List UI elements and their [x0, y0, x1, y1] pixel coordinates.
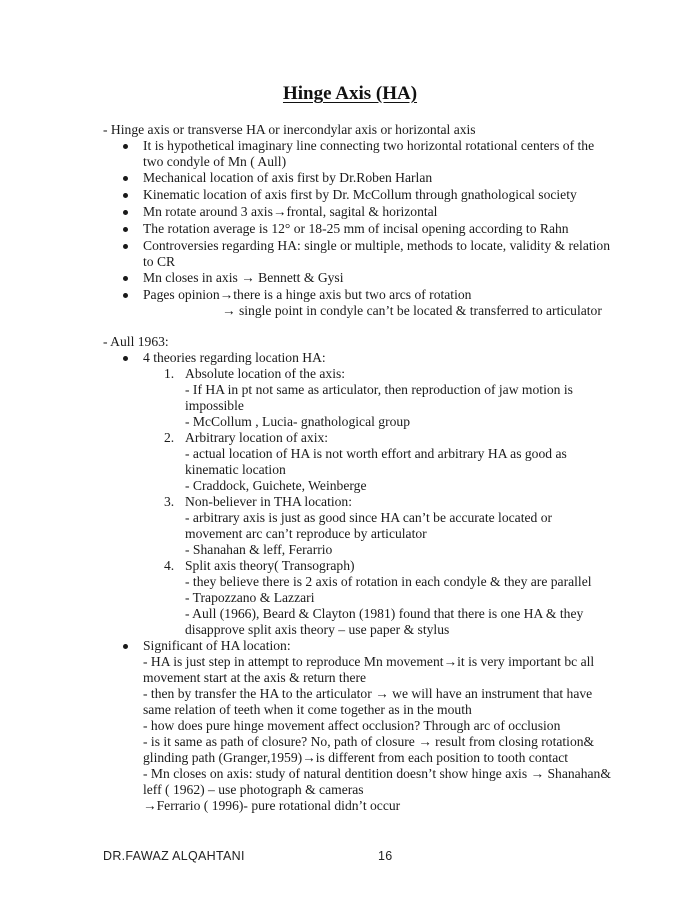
bullet-text: Kinematic location of axis first by Dr. McCollum through gnathological society — [143, 187, 577, 202]
theory-title: Absolute location of the axis: — [185, 366, 346, 381]
page-number: 16 — [378, 849, 393, 863]
significance-line: →Ferrario ( 1996)- pure rotational didn’t occur — [143, 798, 401, 813]
significance-line: leff ( 1962) – use photograph & cameras — [143, 782, 364, 797]
bullet-text: Mechanical location of axis first by Dr.Roben Harlan — [143, 170, 433, 185]
theory-line: kinematic location — [185, 462, 286, 477]
significance-line: - is it same as path of closure? No, path of closure → result from closing rotation& — [143, 734, 595, 749]
theory-line: - Shanahan & leff, Ferarrio — [185, 542, 333, 557]
theory-title: Non-believer in THA location: — [185, 494, 352, 509]
theory-line: - Trapozzano & Lazzari — [185, 590, 315, 605]
bullet-text: Mn closes in axis → Bennett & Gysi — [143, 270, 344, 285]
theory-number: 4. — [164, 558, 175, 573]
significance-line: movement start at the axis & return there — [143, 670, 367, 685]
significance-line: - Mn closes on axis: study of natural dentition doesn’t show hinge axis → Shanahan& — [143, 766, 611, 781]
bullet-text-continued: → single point in condyle can’t be located & transferred to articulator — [222, 303, 602, 318]
theory-title: Split axis theory( Transograph) — [185, 558, 355, 573]
bullet-icon — [123, 293, 128, 298]
footer-author: DR.FAWAZ ALQAHTANI — [103, 849, 245, 863]
theory-line: - Aull (1966), Beard & Clayton (1981) found that there is one HA & they — [185, 606, 584, 621]
significance-line: - how does pure hinge movement affect occlusion? Through arc of occlusion — [143, 718, 561, 733]
bullet-text-continued: to CR — [143, 254, 176, 269]
theories-heading: 4 theories regarding location HA: — [143, 350, 326, 365]
bullet-icon — [123, 193, 128, 198]
theory-title: Arbitrary location of axix: — [185, 430, 329, 445]
theory-line: - arbitrary axis is just as good since HA can’t be accurate located or — [185, 510, 553, 525]
theory-number: 1. — [164, 366, 175, 381]
bullet-text: The rotation average is 12° or 18-25 mm of incisal opening according to Rahn — [143, 221, 569, 236]
section-lead: - Hinge axis or transverse HA or inercondylar axis or horizontal axis — [103, 122, 476, 137]
bullet-text-continued: two condyle of Mn ( Aull) — [143, 154, 287, 169]
theory-line: - If HA in pt not same as articulator, then reproduction of jaw motion is — [185, 382, 573, 397]
theory-line: impossible — [185, 398, 244, 413]
bullet-icon — [123, 276, 128, 281]
bullet-icon — [123, 644, 128, 649]
bullet-icon — [123, 244, 128, 249]
theory-number: 3. — [164, 494, 175, 509]
page-title: Hinge Axis (HA) — [282, 83, 418, 104]
theory-line: disapprove split axis theory – use paper & stylus — [185, 622, 450, 637]
bullet-icon — [123, 144, 128, 149]
significance-line: - then by transfer the HA to the articulator → we will have an instrument that have — [143, 686, 593, 701]
significance-line: glinding path (Granger,1959)→is different from each position to tooth contact — [143, 750, 569, 765]
bullet-icon — [123, 227, 128, 232]
section-lead: - Aull 1963: — [103, 334, 169, 349]
bullet-text: Mn rotate around 3 axis→frontal, sagital & horizontal — [143, 204, 438, 219]
bullet-icon — [123, 210, 128, 215]
bullet-text: Controversies regarding HA: single or multiple, methods to locate, validity & relation — [143, 238, 610, 253]
bullet-text: Pages opinion→there is a hinge axis but two arcs of rotation — [143, 287, 472, 302]
theory-line: movement arc can’t reproduce by articulator — [185, 526, 427, 541]
bullet-text: It is hypothetical imaginary line connecting two horizontal rotational centers of the — [143, 138, 595, 153]
bullet-icon — [123, 356, 128, 361]
theory-line: - McCollum , Lucia- gnathological group — [185, 414, 411, 429]
significance-line: same relation of teeth when it come together as in the mouth — [143, 702, 472, 717]
theory-line: - Craddock, Guichete, Weinberge — [185, 478, 367, 493]
significance-line: - HA is just step in attempt to reproduce Mn movement→it is very important bc all — [143, 654, 595, 669]
significance-heading: Significant of HA location: — [143, 638, 291, 653]
bullet-icon — [123, 176, 128, 181]
theory-number: 2. — [164, 430, 175, 445]
theory-line: - they believe there is 2 axis of rotation in each condyle & they are parallel — [185, 574, 592, 589]
theory-line: - actual location of HA is not worth effort and arbitrary HA as good as — [185, 446, 567, 461]
